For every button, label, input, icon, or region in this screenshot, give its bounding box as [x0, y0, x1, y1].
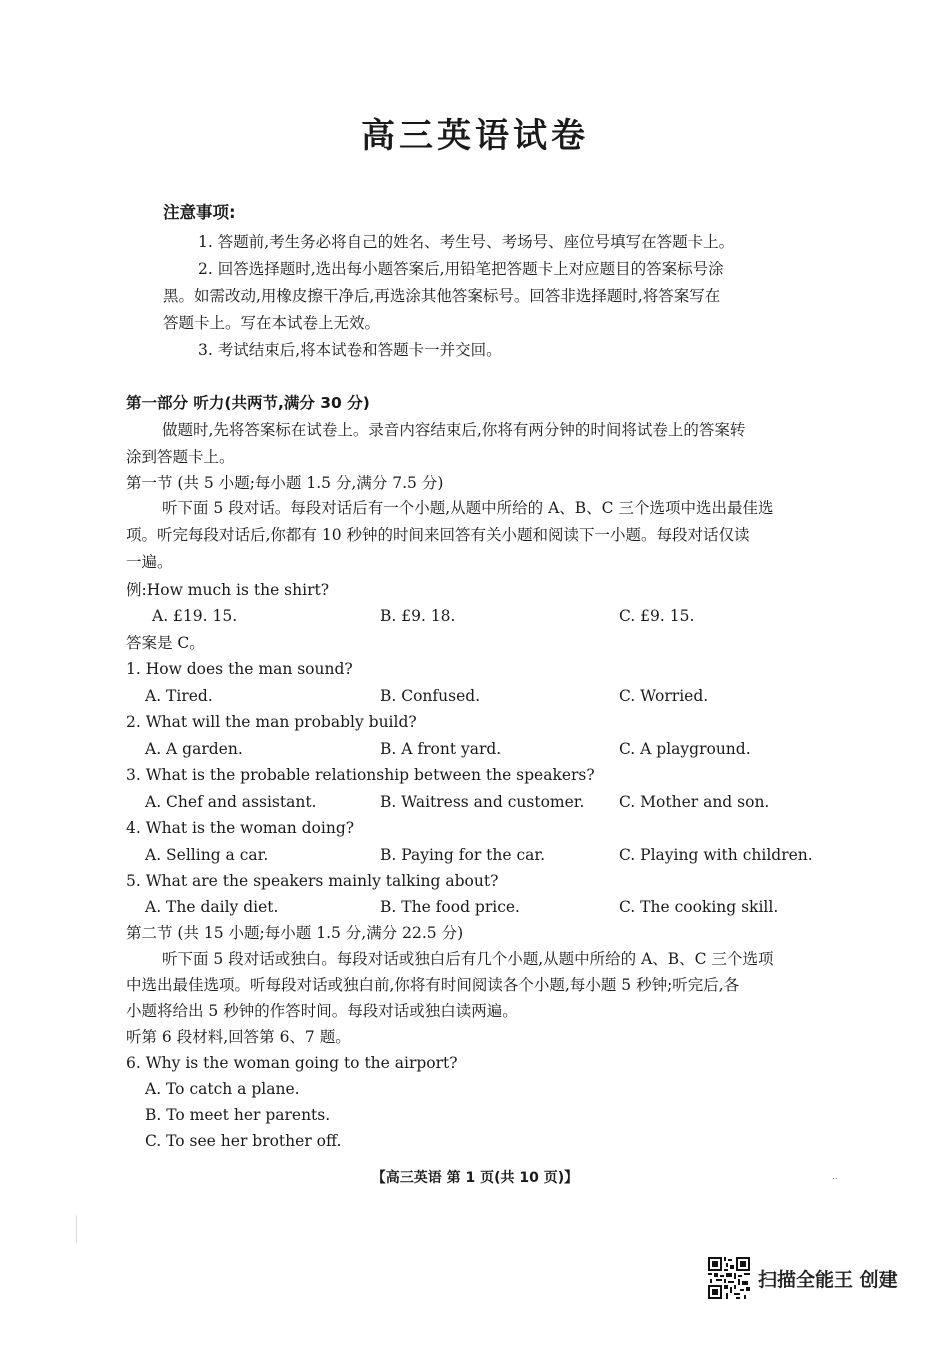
- option-a: A. Selling a car.: [145, 846, 269, 864]
- part1-heading: 第一部分 听力(共两节,满分 30 分): [126, 394, 370, 412]
- section2-intro: 听下面 5 段对话或独白。每段对话或独白后有几个小题,从题中所给的 A、B、C 三个选项: [162, 950, 774, 968]
- material-instruction: 听第 6 段材料,回答第 6、7 题。: [126, 1028, 351, 1046]
- section1-heading: 第一节 (共 5 小题;每小题 1.5 分,满分 7.5 分): [126, 474, 444, 492]
- notice-heading: 注意事项:: [163, 203, 236, 222]
- page-footer: 【高三英语 第 1 页(共 10 页)】: [371, 1170, 579, 1186]
- option-c: C. The cooking skill.: [619, 898, 779, 916]
- question: 2. What will the man probably build?: [126, 713, 417, 731]
- page-title: 高三英语试卷: [361, 116, 589, 156]
- question-options: [0, 686, 950, 706]
- option-a: A. To catch a plane.: [145, 1080, 300, 1098]
- example-question: 例:How much is the shirt?: [126, 581, 330, 599]
- notice-line: 3. 考试结束后,将本试卷和答题卡一并交回。: [198, 341, 502, 359]
- question: 6. Why is the woman going to the airport?: [126, 1054, 458, 1072]
- notice-line: 2. 回答选择题时,选出每小题答案后,用铅笔把答题卡上对应题目的答案标号涂: [198, 260, 724, 278]
- notice-line: 黑。如需改动,用橡皮擦干净后,再选涂其他答案标号。回答非选择题时,将答案写在: [163, 287, 721, 305]
- option-a: A. £19. 15.: [152, 607, 238, 625]
- part1-intro: 做题时,先将答案标在试卷上。录音内容结束后,你将有两分钟的时间将试卷上的答案转: [162, 421, 746, 439]
- watermark-text: 扫描全能王 创建: [758, 1268, 898, 1291]
- section2-intro: 小题将给出 5 秒钟的作答时间。每段对话或独白读两遍。: [126, 1002, 518, 1020]
- option-a: A. The daily diet.: [145, 898, 279, 916]
- corner-mark: ..: [832, 1172, 838, 1182]
- option-a: A. Chef and assistant.: [145, 793, 317, 811]
- option-c: C. £9. 15.: [619, 607, 695, 625]
- section1-intro: 一遍。: [126, 553, 173, 571]
- scanner-watermark: [708, 1256, 898, 1300]
- option-c: C. Mother and son.: [619, 793, 770, 811]
- example-answer: 答案是 C。: [126, 634, 205, 652]
- option-a: A. A garden.: [145, 740, 243, 758]
- qr-code-icon: [708, 1257, 750, 1299]
- question-options: [0, 739, 950, 759]
- option-b: B. £9. 18.: [380, 607, 456, 625]
- section1-intro: 听下面 5 段对话。每段对话后有一个小题,从题中所给的 A、B、C 三个选项中选出最佳选: [162, 499, 774, 517]
- section1-intro: 项。听完每段对话后,你都有 10 秒钟的时间来回答有关小题和阅读下一小题。每段对话仅读: [126, 526, 750, 544]
- option-b: B. Paying for the car.: [380, 846, 546, 864]
- question: 1. How does the man sound?: [126, 660, 353, 678]
- option-c: C. Playing with children.: [619, 846, 813, 864]
- option-b: B. Confused.: [380, 687, 481, 705]
- option-b: B. Waitress and customer.: [380, 793, 585, 811]
- question: 3. What is the probable relationship between the speakers?: [126, 766, 595, 784]
- option-c: C. Worried.: [619, 687, 709, 705]
- option-b: B. A front yard.: [380, 740, 502, 758]
- question-options: [0, 792, 950, 812]
- notice-line: 1. 答题前,考生务必将自己的姓名、考生号、考场号、座位号填写在答题卡上。: [198, 233, 735, 251]
- margin-mark: [76, 1215, 77, 1243]
- option-c: C. To see her brother off.: [145, 1132, 342, 1150]
- option-b: B. To meet her parents.: [145, 1106, 331, 1124]
- option-c: C. A playground.: [619, 740, 751, 758]
- section2-heading: 第二节 (共 15 小题;每小题 1.5 分,满分 22.5 分): [126, 924, 464, 942]
- question: 5. What are the speakers mainly talking about?: [126, 872, 499, 890]
- part1-intro: 涂到答题卡上。: [126, 448, 235, 466]
- example-options: [0, 606, 950, 626]
- notice-line: 答题卡上。写在本试卷上无效。: [163, 314, 381, 332]
- question-options: [0, 845, 950, 865]
- question: 4. What is the woman doing?: [126, 819, 355, 837]
- question-options: [0, 897, 950, 917]
- section2-intro: 中选出最佳选项。听每段对话或独白前,你将有时间阅读各个小题,每小题 5 秒钟;听完后,各: [126, 976, 740, 994]
- option-b: B. The food price.: [380, 898, 520, 916]
- option-a: A. Tired.: [145, 687, 213, 705]
